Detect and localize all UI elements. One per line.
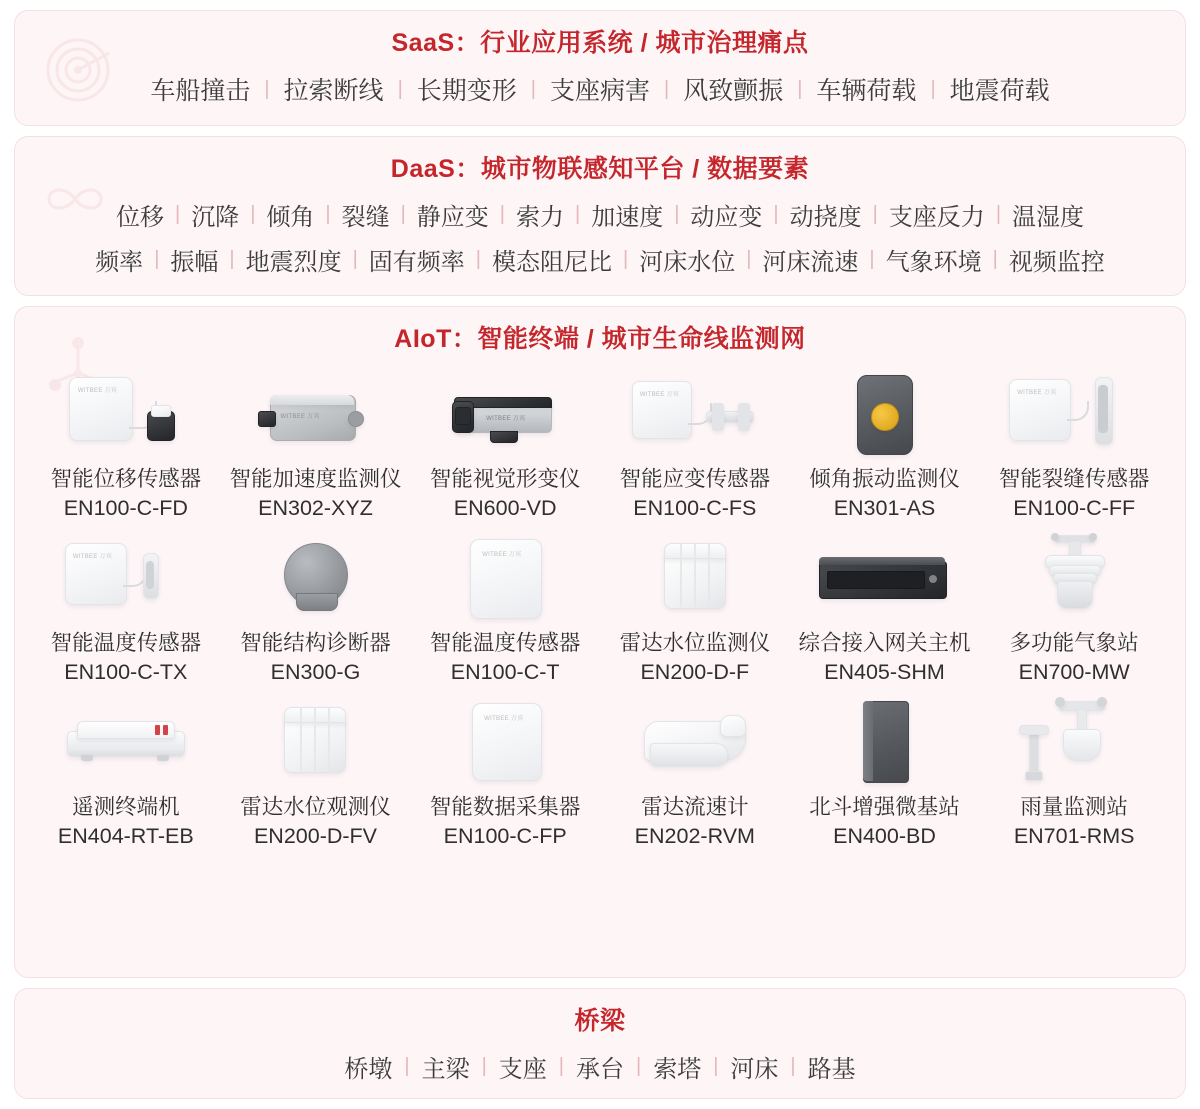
bridge-tag: 路基 xyxy=(807,1056,856,1083)
device-card[interactable] xyxy=(410,693,600,851)
saas-tag: 支座病害 xyxy=(549,77,650,105)
divider: | xyxy=(404,1055,410,1077)
device-name: 北斗增强微基站 xyxy=(809,795,960,820)
device-card[interactable] xyxy=(979,529,1169,687)
divider: | xyxy=(797,77,803,100)
bridge-tag: 支座 xyxy=(498,1056,547,1083)
aiot-title-en: AIoT： xyxy=(394,325,478,353)
radar-water-observer-icon xyxy=(240,693,390,789)
divider: | xyxy=(790,1055,796,1077)
daas-tag: 索力 xyxy=(516,204,564,231)
divider: | xyxy=(995,203,1002,225)
divider: | xyxy=(499,203,505,225)
divider: | xyxy=(623,248,629,270)
device-model: EN100-C-FD xyxy=(63,496,188,521)
saas-tag: 车辆荷载 xyxy=(816,77,917,105)
divider: | xyxy=(400,203,406,225)
saas-tag-row xyxy=(15,65,1185,111)
device-card[interactable] xyxy=(790,365,980,523)
divider: | xyxy=(481,1055,487,1077)
device-card[interactable] xyxy=(790,529,980,687)
daas-tag: 动挠度 xyxy=(789,204,862,231)
daas-tag: 河床流速 xyxy=(762,249,859,276)
device-model: EN300-G xyxy=(270,660,361,685)
device-card[interactable] xyxy=(600,365,790,523)
accelerometer-icon: WITBEE 万宾 xyxy=(240,365,390,461)
daas-tag: 视频监控 xyxy=(1008,249,1105,276)
daas-title-en: DaaS： xyxy=(390,155,481,183)
beidou-micro-station-icon xyxy=(809,693,959,789)
device-card[interactable] xyxy=(600,693,790,851)
device-name: 智能裂缝传感器 xyxy=(998,467,1150,491)
device-model: EN100-C-T xyxy=(450,660,560,685)
saas-title xyxy=(15,11,1185,65)
device-model: EN405-SHM xyxy=(824,660,945,685)
crack-sensor-icon: WITBEE 万宾 xyxy=(999,365,1149,461)
saas-tag: 车船撞击 xyxy=(150,77,251,105)
daas-tag: 河床水位 xyxy=(639,249,736,276)
data-collector-icon: WITBEE 万宾 xyxy=(430,693,580,789)
daas-tag: 地震烈度 xyxy=(245,249,342,276)
device-card[interactable] xyxy=(221,693,411,851)
daas-tag-row-2 xyxy=(15,236,1185,281)
daas-panel xyxy=(14,136,1186,296)
saas-tag: 风致颤振 xyxy=(683,77,784,105)
bridge-tag: 河床 xyxy=(730,1056,779,1083)
displacement-sensor-icon: WITBEE 万宾 xyxy=(51,365,201,461)
device-model: EN100-C-TX xyxy=(64,660,188,685)
bridge-tag: 桥墩 xyxy=(344,1056,393,1083)
device-name: 雷达水位监测仪 xyxy=(619,631,771,656)
device-name: 智能位移传感器 xyxy=(50,467,202,491)
daas-tag: 沉降 xyxy=(191,204,240,231)
divider: | xyxy=(869,248,875,270)
divider: | xyxy=(713,1055,719,1077)
divider: | xyxy=(930,77,936,100)
radar-water-level-monitor-icon xyxy=(620,529,770,625)
bridge-tag: 主梁 xyxy=(421,1056,470,1083)
device-name: 智能结构诊断器 xyxy=(240,631,391,656)
aiot-title xyxy=(15,307,1185,361)
divider: | xyxy=(773,203,779,225)
daas-tag: 温湿度 xyxy=(1012,204,1085,231)
daas-tag: 动应变 xyxy=(690,204,763,231)
device-name: 智能应变传感器 xyxy=(619,467,771,491)
saas-tag: 地震荷载 xyxy=(949,77,1050,105)
daas-tag: 频率 xyxy=(95,249,144,276)
device-name: 雷达水位观测仪 xyxy=(240,795,391,820)
daas-tag: 静应变 xyxy=(416,204,489,231)
daas-tag: 倾角 xyxy=(266,204,315,231)
bridge-tag: 索塔 xyxy=(653,1056,702,1083)
device-model: EN200-D-FV xyxy=(253,824,378,849)
weather-station-icon xyxy=(999,529,1149,625)
device-card[interactable] xyxy=(790,693,980,851)
device-card[interactable] xyxy=(31,693,221,851)
saas-panel xyxy=(14,10,1186,126)
device-name: 多功能气象站 xyxy=(1009,631,1139,656)
daas-tag: 支座反力 xyxy=(888,204,985,231)
daas-tag: 位移 xyxy=(115,204,164,231)
daas-tag: 裂缝 xyxy=(341,204,390,231)
device-card[interactable] xyxy=(979,693,1169,851)
daas-tag: 固有频率 xyxy=(368,249,465,276)
device-name: 遥测终端机 xyxy=(72,795,180,820)
daas-tag: 振幅 xyxy=(170,249,219,276)
structure-diagnoser-icon xyxy=(240,529,390,625)
daas-tag: 气象环境 xyxy=(885,249,982,276)
radar-velocity-meter-icon xyxy=(620,693,770,789)
device-name: 智能视觉形变仪 xyxy=(429,467,581,491)
device-model: EN600-VD xyxy=(453,496,557,521)
device-name: 雨量监测站 xyxy=(1020,795,1128,820)
divider: | xyxy=(397,77,403,100)
divider: | xyxy=(992,248,998,270)
divider: | xyxy=(674,203,680,225)
telemetry-terminal-icon xyxy=(51,693,201,789)
saas-title-cn: 行业应用系统 / 城市治理痛点 xyxy=(480,29,809,57)
daas-title xyxy=(15,137,1185,191)
device-name: 智能温度传感器 xyxy=(429,631,581,656)
device-grid xyxy=(15,361,1185,865)
device-name: 智能加速度监测仪 xyxy=(229,467,402,491)
device-model: EN301-AS xyxy=(833,496,936,521)
divider: | xyxy=(325,203,331,225)
device-card[interactable] xyxy=(979,365,1169,523)
device-model: EN200-D-F xyxy=(640,660,750,685)
strain-sensor-icon: WITBEE 万宾 xyxy=(620,365,770,461)
device-card[interactable] xyxy=(31,529,221,687)
gateway-host-icon xyxy=(809,529,959,625)
bridge-panel xyxy=(14,988,1186,1099)
divider: | xyxy=(872,203,878,225)
device-card[interactable] xyxy=(221,529,411,687)
divider: | xyxy=(250,203,256,225)
device-model: EN100-C-FP xyxy=(443,824,567,849)
divider: | xyxy=(352,248,358,270)
saas-tag: 拉索断线 xyxy=(283,77,384,105)
device-name: 雷达流速计 xyxy=(641,795,749,820)
device-model: EN700-MW xyxy=(1018,660,1130,685)
divider: | xyxy=(154,248,160,270)
divider: | xyxy=(174,203,181,225)
device-model: EN404-RT-EB xyxy=(57,824,194,849)
device-model: EN701-RMS xyxy=(1013,824,1135,849)
divider: | xyxy=(664,77,670,100)
bridge-title: 桥梁 xyxy=(574,1007,626,1035)
divider: | xyxy=(746,248,752,270)
divider: | xyxy=(558,1055,564,1077)
temperature-sensor-t-icon: WITBEE 万宾 xyxy=(430,529,580,625)
device-model: EN100-C-FS xyxy=(633,496,757,521)
device-card[interactable] xyxy=(31,365,221,523)
device-model: EN400-BD xyxy=(833,824,936,849)
vision-camera-icon: WITBEE 万宾 xyxy=(430,365,580,461)
daas-title-cn: 城市物联感知平台 / 数据要素 xyxy=(480,155,810,183)
device-model: EN302-XYZ xyxy=(258,496,373,521)
rain-gauge-station-icon xyxy=(999,693,1149,789)
tilt-vibration-monitor-icon xyxy=(809,365,959,461)
device-card[interactable] xyxy=(410,365,600,523)
saas-title-en: SaaS： xyxy=(391,29,481,57)
divider: | xyxy=(475,248,481,270)
device-name: 综合接入网关主机 xyxy=(798,631,971,656)
bridge-tag-row xyxy=(15,1043,1185,1098)
daas-tag: 模态阻尼比 xyxy=(492,249,612,276)
temperature-sensor-tx-icon: WITBEE 万宾 xyxy=(51,529,201,625)
aiot-panel xyxy=(14,306,1186,978)
divider: | xyxy=(264,77,270,100)
bridge-tag: 承台 xyxy=(576,1056,624,1083)
divider: | xyxy=(575,203,581,225)
device-card[interactable] xyxy=(410,529,600,687)
divider: | xyxy=(530,77,536,100)
device-model: EN202-RVM xyxy=(634,824,755,849)
device-name: 倾角振动监测仪 xyxy=(809,467,960,491)
daas-tag: 加速度 xyxy=(591,204,664,231)
device-card[interactable] xyxy=(600,529,790,687)
device-name: 智能温度传感器 xyxy=(50,631,202,656)
daas-tag-row-1 xyxy=(15,191,1185,236)
saas-tag: 长期变形 xyxy=(416,77,517,105)
device-name: 智能数据采集器 xyxy=(429,795,581,820)
divider: | xyxy=(636,1055,642,1077)
device-model: EN100-C-FF xyxy=(1013,496,1136,521)
aiot-title-cn: 智能终端 / 城市生命线监测网 xyxy=(477,325,806,353)
divider: | xyxy=(229,248,235,270)
device-card[interactable] xyxy=(221,365,411,523)
